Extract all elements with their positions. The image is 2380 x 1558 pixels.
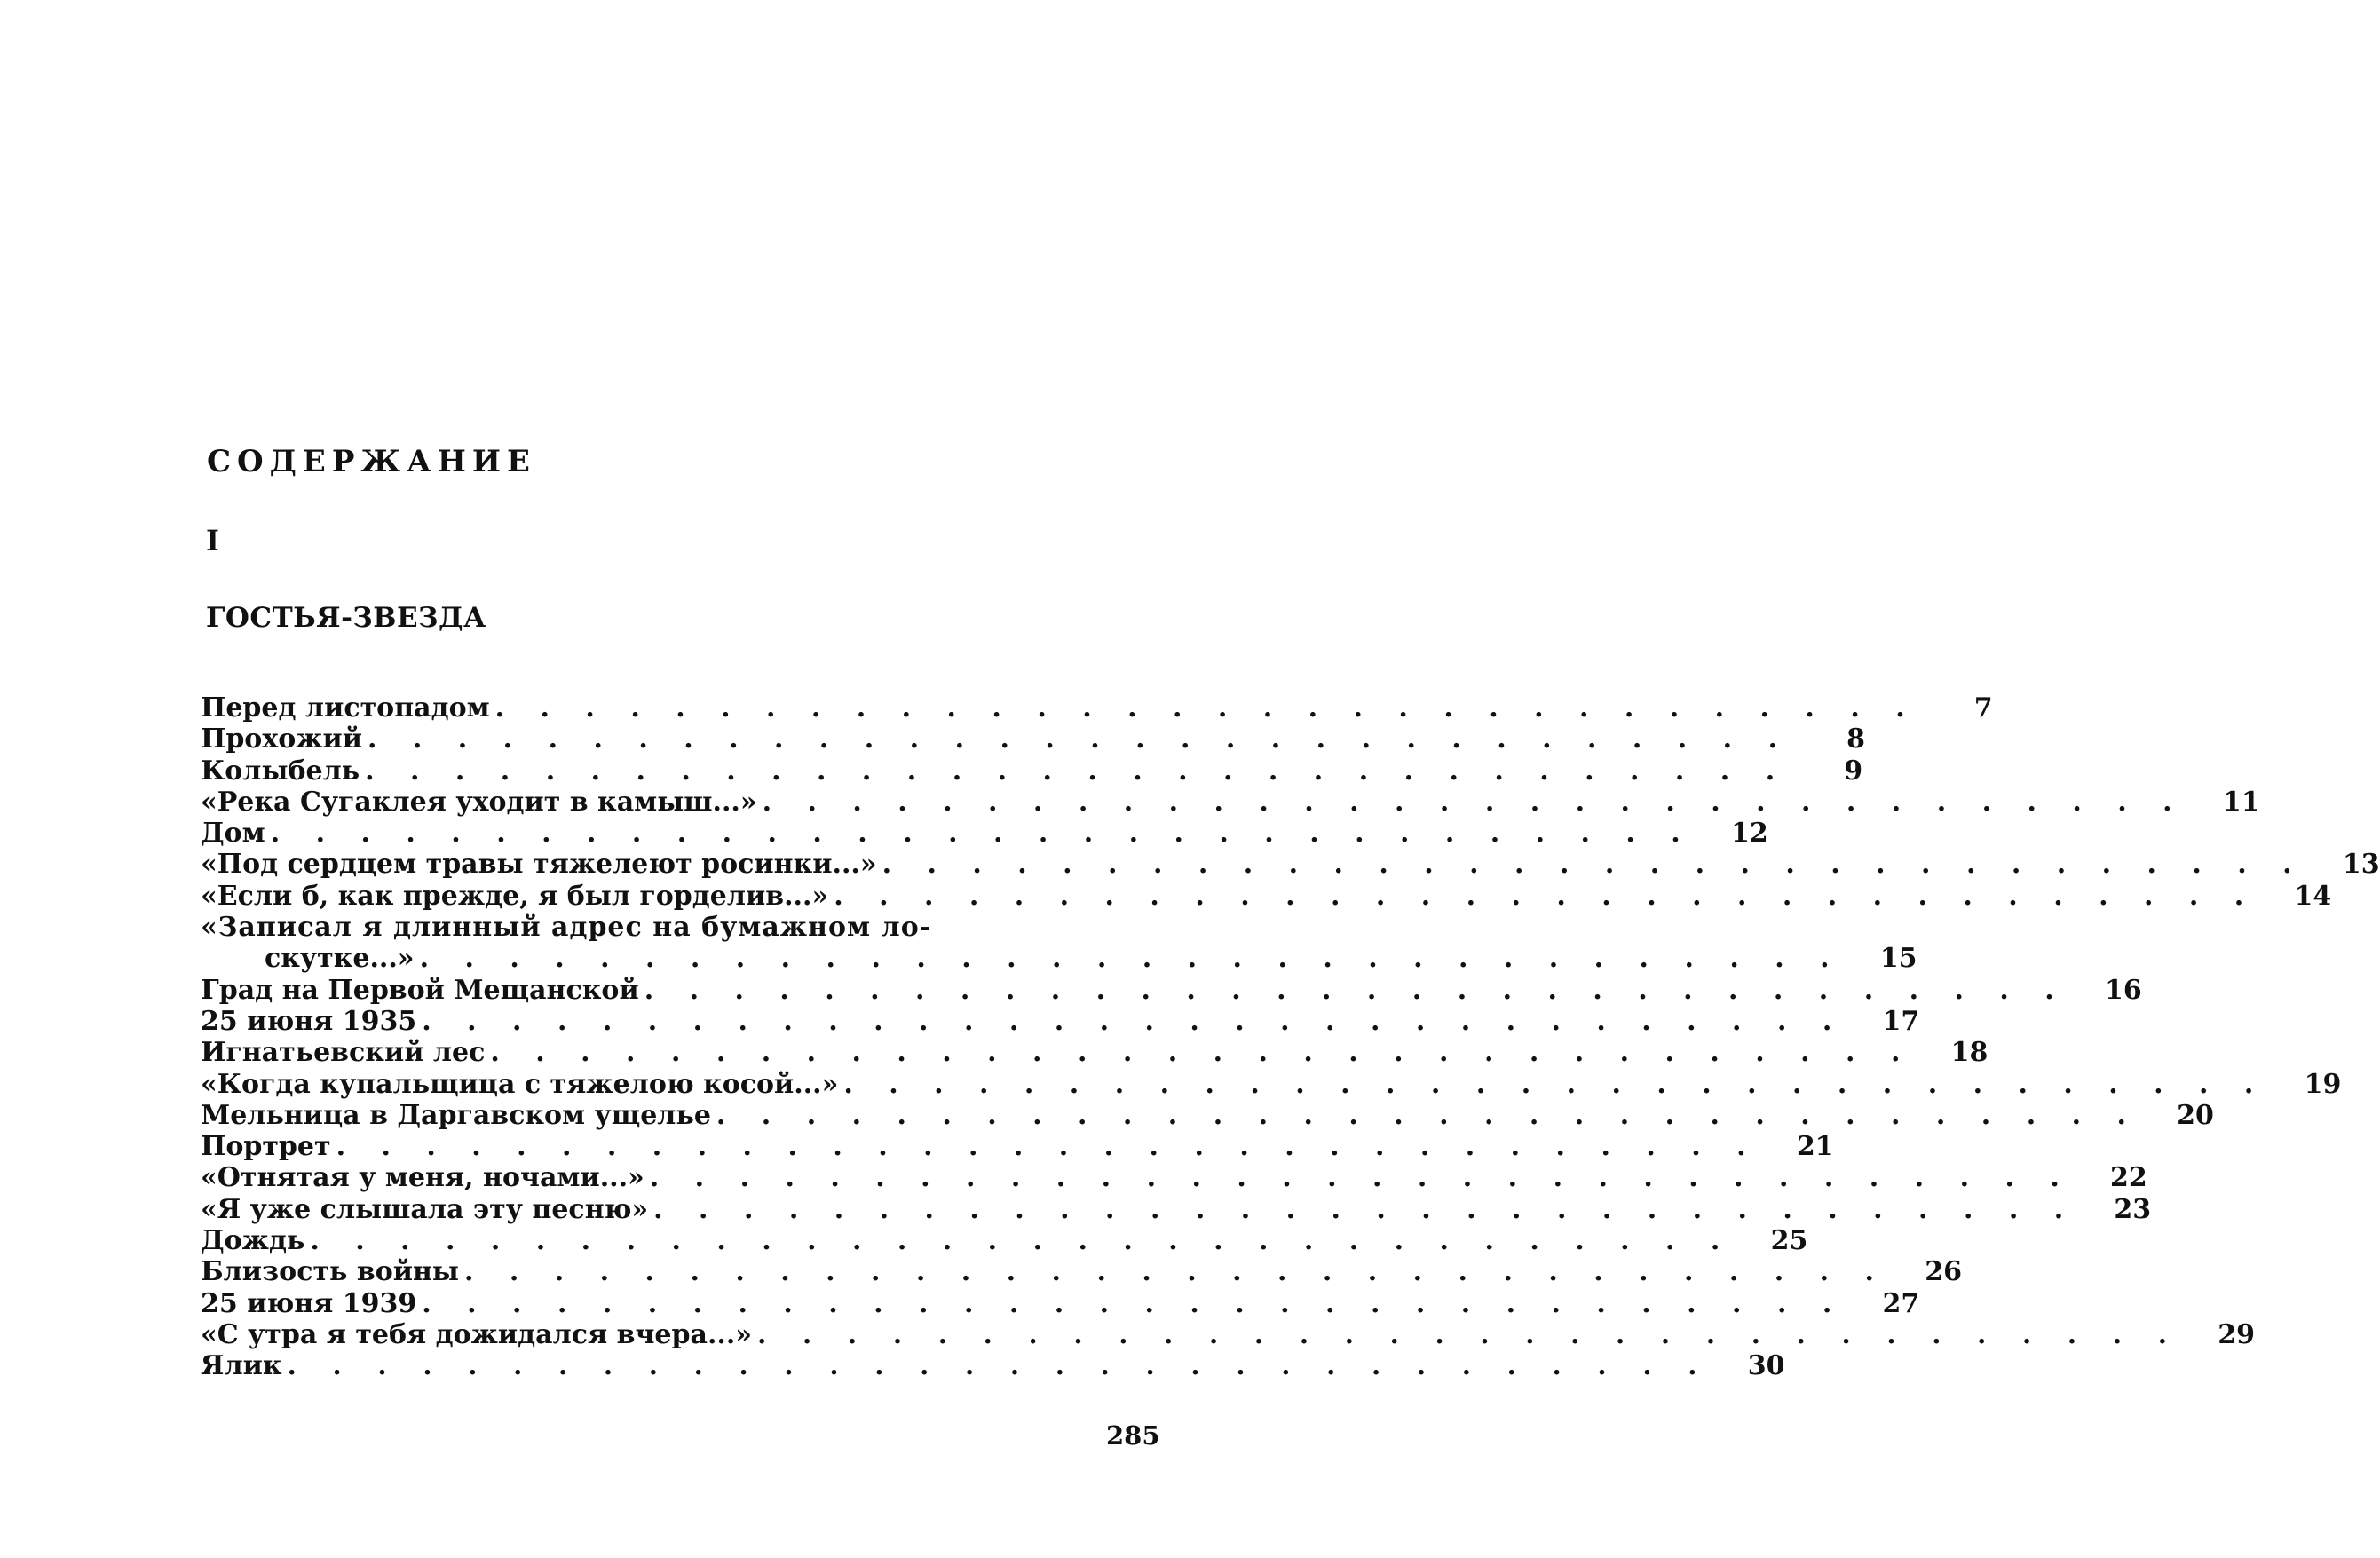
toc-entry-page: 16 bbox=[2104, 974, 2142, 1006]
toc-entry-title: «Записал я длинный адрес на бумажном ло- bbox=[201, 912, 932, 944]
toc-entry bbox=[201, 755, 1863, 787]
toc-entry-title: Прохожий bbox=[201, 724, 363, 755]
toc-entry-page: 29 bbox=[2218, 1318, 2256, 1350]
toc-entry bbox=[201, 1287, 1920, 1319]
toc-entry-page: 26 bbox=[1925, 1256, 1962, 1288]
toc-entry bbox=[201, 1005, 1920, 1037]
toc-entry-title: Мельница в Даргавском ущелье bbox=[201, 1099, 711, 1131]
toc-entry bbox=[201, 818, 1768, 850]
toc-leader-dots: . . . . . . . . . . . . . . . . . . . . . . . . . . . . . . . . bbox=[834, 880, 2257, 912]
toc-entry-title: 25 июня 1939 bbox=[201, 1287, 417, 1319]
toc-leader-dots: . . . . . . . . . . . . . . . . . . . . . . . . . . . . . . . . bbox=[287, 1350, 1711, 1382]
toc-entry-title: Портрет bbox=[201, 1131, 331, 1163]
toc-leader-dots: . . . . . . . . . . . . . . . . . . . . . . . . . . . . . . . . bbox=[653, 1193, 2077, 1225]
toc-leader-dots: . . . . . . . . . . . . . . . . . . . . . . . . . . . . . . . . bbox=[422, 1287, 1846, 1319]
toc-entry-title: Град на Первой Мещанской bbox=[201, 974, 639, 1006]
toc-entry bbox=[201, 1131, 1834, 1163]
toc-leader-dots: . . . . . . . . . . . . . . . . . . . . . . . . . . . . . . . . bbox=[270, 818, 1694, 850]
toc-entry-title: Ялик bbox=[201, 1350, 282, 1382]
toc-entry bbox=[201, 1037, 1989, 1069]
toc-entry bbox=[201, 1350, 1785, 1382]
contents-title: СОДЕРЖАНИЕ bbox=[207, 444, 536, 479]
toc-leader-dots: . . . . . . . . . . . . . . . . . . . . . . . . . . . . . . . . bbox=[649, 1162, 2073, 1194]
toc-entry-page: 9 bbox=[1844, 755, 1863, 787]
toc-entry bbox=[201, 1099, 2214, 1131]
toc-entry-title: «Река Сугаклея уходит в камыш...» bbox=[201, 786, 757, 818]
toc-leader-dots: . . . . . . . . . . . . . . . . . . . . . . . . . . . . . . . . bbox=[494, 692, 1918, 724]
toc-entry-title: Близость войны bbox=[201, 1256, 459, 1288]
toc-entry bbox=[201, 1193, 2152, 1225]
toc-entry-title: Дом bbox=[201, 818, 265, 850]
toc-entry bbox=[201, 1225, 1808, 1257]
toc-entry-title: «Я уже слышала эту песню» bbox=[201, 1193, 649, 1225]
toc-entry-page: 19 bbox=[2304, 1068, 2342, 1100]
toc-leader-dots: . . . . . . . . . . . . . . . . . . . . . . . . . . . . . . . . bbox=[365, 755, 1789, 787]
toc-entry-line1 bbox=[201, 912, 1060, 943]
toc-entry-page: 21 bbox=[1796, 1131, 1834, 1163]
toc-entry-page: 8 bbox=[1846, 724, 1866, 755]
toc-entry bbox=[201, 786, 2260, 818]
toc-entry bbox=[201, 1318, 2256, 1350]
toc-entry bbox=[201, 1256, 1962, 1288]
toc-entry-page: 22 bbox=[2110, 1162, 2147, 1194]
toc-entry-title: «С утра я тебя дожидался вчера...» bbox=[201, 1318, 753, 1350]
toc-leader-dots: . . . . . . . . . . . . . . . . . . . . . . . . . . . . . . . . bbox=[882, 849, 2305, 881]
toc-entry-title: Игнатьевский лес bbox=[201, 1037, 486, 1069]
toc-entry-page: 18 bbox=[1950, 1037, 1989, 1069]
toc-entry bbox=[201, 724, 1866, 755]
toc-leader-dots: . . . . . . . . . . . . . . . . . . . . . . . . . . . . . . . . bbox=[419, 943, 1843, 975]
section-title: ГОСТЬЯ-ЗВЕЗДА bbox=[206, 602, 486, 634]
toc-entry bbox=[201, 1162, 2147, 1194]
toc-leader-dots: . . . . . . . . . . . . . . . . . . . . . . . . . . . . . . . . bbox=[757, 1318, 2181, 1350]
toc-entry-page: 12 bbox=[1731, 818, 1768, 850]
toc-entry-title: «Отнятая у меня, ночами...» bbox=[201, 1162, 644, 1194]
toc-entry-title: «Под сердцем травы тяжелеют росинки...» bbox=[201, 849, 877, 881]
toc-leader-dots: . . . . . . . . . . . . . . . . . . . . . . . . . . . . . . . . bbox=[716, 1099, 2139, 1131]
toc-leader-dots: . . . . . . . . . . . . . . . . . . . . . . . . . . . . . . . . bbox=[464, 1256, 1887, 1288]
toc-entry-page: 17 bbox=[1882, 1005, 1920, 1037]
toc-leader-dots: . . . . . . . . . . . . . . . . . . . . . . . . . . . . . . . . bbox=[644, 974, 2068, 1006]
toc-entry-page: 13 bbox=[2342, 849, 2380, 881]
toc-entry-title: Перед листопадом bbox=[201, 692, 490, 724]
toc-entry-title-continued: скутке...» bbox=[265, 943, 415, 975]
toc-entry bbox=[201, 1068, 2342, 1100]
toc-entry-page: 23 bbox=[2114, 1193, 2152, 1225]
toc-entry-page: 25 bbox=[1770, 1225, 1808, 1257]
toc-leader-dots: . . . . . . . . . . . . . . . . . . . . . . . . . . . . . . . . bbox=[336, 1131, 1759, 1163]
toc-entry bbox=[201, 880, 2332, 912]
toc-entry-page: 11 bbox=[2222, 786, 2260, 818]
table-of-contents bbox=[201, 692, 2380, 1382]
toc-entry-page: 30 bbox=[1747, 1350, 1785, 1382]
toc-entry bbox=[201, 849, 2380, 881]
toc-entry-page: 15 bbox=[1879, 943, 1917, 975]
section-number: I bbox=[206, 524, 219, 558]
toc-leader-dots: . . . . . . . . . . . . . . . . . . . . . . . . . . . . . . . . bbox=[422, 1005, 1846, 1037]
toc-leader-dots: . . . . . . . . . . . . . . . . . . . . . . . . . . . . . . . . bbox=[843, 1068, 2267, 1100]
toc-leader-dots: . . . . . . . . . . . . . . . . . . . . . . . . . . . . . . . . bbox=[310, 1225, 1734, 1257]
toc-entry-page: 27 bbox=[1882, 1287, 1920, 1319]
toc-entry-title: «Если б, как прежде, я был горделив...» bbox=[201, 880, 829, 912]
toc-entry-title: Колыбель bbox=[201, 755, 360, 787]
toc-entry-title: 25 июня 1935 bbox=[201, 1005, 417, 1037]
page-number: 285 bbox=[1106, 1420, 1160, 1451]
toc-entry bbox=[201, 692, 1993, 724]
toc-entry-title: Дождь bbox=[201, 1225, 305, 1257]
toc-entry-page: 14 bbox=[2294, 880, 2332, 912]
toc-leader-dots: . . . . . . . . . . . . . . . . . . . . . . . . . . . . . . . . bbox=[368, 724, 1791, 755]
toc-entry-line2 bbox=[201, 943, 1917, 975]
toc-entry bbox=[201, 974, 2142, 1006]
toc-entry-title: «Когда купальщица с тяжелою косой...» bbox=[201, 1068, 839, 1100]
toc-entry-page: 7 bbox=[1973, 692, 1993, 724]
toc-leader-dots: . . . . . . . . . . . . . . . . . . . . . . . . . . . . . . . . bbox=[490, 1037, 1914, 1069]
toc-entry-page: 20 bbox=[2177, 1099, 2214, 1131]
toc-leader-dots: . . . . . . . . . . . . . . . . . . . . . . . . . . . . . . . . bbox=[762, 786, 2186, 818]
